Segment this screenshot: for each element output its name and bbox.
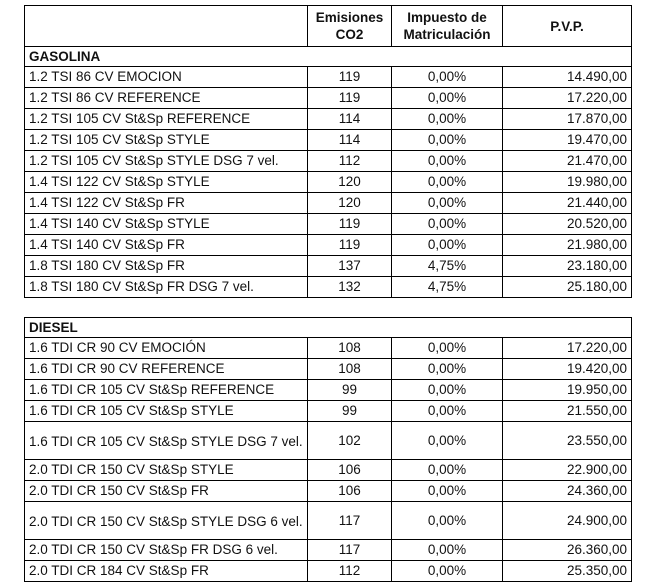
emisiones-cell: 119 xyxy=(308,88,392,109)
pvp-cell: 21.440,00 xyxy=(503,193,632,214)
emisiones-cell: 120 xyxy=(308,193,392,214)
emisiones-cell: 112 xyxy=(308,151,392,172)
model-cell: 1.6 TDI CR 105 CV St&Sp STYLE xyxy=(25,401,308,422)
pvp-cell: 17.220,00 xyxy=(503,88,632,109)
model-cell: 1.4 TSI 122 CV St&Sp STYLE xyxy=(25,172,308,193)
pvp-cell: 21.980,00 xyxy=(503,235,632,256)
pvp-cell: 14.490,00 xyxy=(503,67,632,88)
pvp-cell: 24.360,00 xyxy=(503,481,632,502)
diesel-price-table xyxy=(24,317,632,582)
table-row xyxy=(25,422,632,460)
emisiones-cell: 117 xyxy=(308,502,392,540)
model-cell: 1.2 TSI 105 CV St&Sp STYLE DSG 7 vel. xyxy=(25,151,308,172)
table-row xyxy=(25,502,632,540)
model-cell: 1.6 TDI CR 90 CV EMOCIÓN xyxy=(25,338,308,359)
model-cell: 1.6 TDI CR 90 CV REFERENCE xyxy=(25,359,308,380)
emisiones-cell: 106 xyxy=(308,460,392,481)
table-row xyxy=(25,277,632,298)
pvp-cell: 20.520,00 xyxy=(503,214,632,235)
emisiones-cell: 117 xyxy=(308,540,392,561)
pvp-cell: 25.350,00 xyxy=(503,561,632,582)
table-row xyxy=(25,130,632,151)
table-row xyxy=(25,235,632,256)
impuesto-cell: 0,00% xyxy=(392,235,503,256)
impuesto-cell: 0,00% xyxy=(392,214,503,235)
table-row xyxy=(25,540,632,561)
impuesto-cell: 0,00% xyxy=(392,401,503,422)
impuesto-cell: 0,00% xyxy=(392,151,503,172)
impuesto-cell: 0,00% xyxy=(392,502,503,540)
model-cell: 1.2 TSI 105 CV St&Sp STYLE xyxy=(25,130,308,151)
impuesto-cell: 0,00% xyxy=(392,109,503,130)
emisiones-cell: 108 xyxy=(308,338,392,359)
section-row xyxy=(25,318,632,338)
model-cell: 1.6 TDI CR 105 CV St&Sp REFERENCE xyxy=(25,380,308,401)
impuesto-cell: 0,00% xyxy=(392,88,503,109)
pvp-cell: 23.550,00 xyxy=(503,422,632,460)
model-cell: 1.4 TSI 140 CV St&Sp FR xyxy=(25,235,308,256)
model-cell: 1.2 TSI 86 CV REFERENCE xyxy=(25,88,308,109)
model-cell: 1.8 TSI 180 CV St&Sp FR DSG 7 vel. xyxy=(25,277,308,298)
table-row xyxy=(25,151,632,172)
emisiones-cell: 119 xyxy=(308,235,392,256)
table-row xyxy=(25,561,632,582)
model-cell: 1.4 TSI 140 CV St&Sp STYLE xyxy=(25,214,308,235)
impuesto-cell: 4,75% xyxy=(392,277,503,298)
impuesto-cell: 4,75% xyxy=(392,256,503,277)
pvp-cell: 23.180,00 xyxy=(503,256,632,277)
table-row xyxy=(25,172,632,193)
pvp-cell: 26.360,00 xyxy=(503,540,632,561)
emisiones-cell: 132 xyxy=(308,277,392,298)
emisiones-cell: 119 xyxy=(308,67,392,88)
pvp-cell: 19.950,00 xyxy=(503,380,632,401)
pvp-cell: 19.980,00 xyxy=(503,172,632,193)
section-row xyxy=(25,47,632,67)
impuesto-cell: 0,00% xyxy=(392,338,503,359)
pvp-cell: 25.180,00 xyxy=(503,277,632,298)
model-cell: 1.4 TSI 122 CV St&Sp FR xyxy=(25,193,308,214)
pvp-cell: 21.470,00 xyxy=(503,151,632,172)
table-row xyxy=(25,481,632,502)
pvp-cell: 24.900,00 xyxy=(503,502,632,540)
model-cell: 1.8 TSI 180 CV St&Sp FR xyxy=(25,256,308,277)
pvp-cell: 19.420,00 xyxy=(503,359,632,380)
emisiones-cell: 106 xyxy=(308,481,392,502)
impuesto-cell: 0,00% xyxy=(392,67,503,88)
emisiones-cell: 102 xyxy=(308,422,392,460)
table-row xyxy=(25,193,632,214)
section-title-diesel: DIESEL xyxy=(25,318,632,338)
emisiones-cell: 114 xyxy=(308,109,392,130)
pvp-cell: 17.870,00 xyxy=(503,109,632,130)
table-row xyxy=(25,88,632,109)
impuesto-cell: 0,00% xyxy=(392,422,503,460)
table-row xyxy=(25,359,632,380)
emisiones-cell: 119 xyxy=(308,214,392,235)
section-title-gasolina: GASOLINA xyxy=(25,47,632,67)
model-cell: 2.0 TDI CR 150 CV St&Sp FR DSG 6 vel. xyxy=(25,540,308,561)
model-cell: 2.0 TDI CR 150 CV St&Sp STYLE xyxy=(25,460,308,481)
header-impuesto: Impuesto de Matriculación xyxy=(392,6,503,47)
table-row xyxy=(25,214,632,235)
header-emisiones: Emisiones CO2 xyxy=(308,6,392,47)
table-row xyxy=(25,67,632,88)
impuesto-cell: 0,00% xyxy=(392,193,503,214)
table-row xyxy=(25,460,632,481)
pvp-cell: 22.900,00 xyxy=(503,460,632,481)
impuesto-cell: 0,00% xyxy=(392,380,503,401)
table-row xyxy=(25,338,632,359)
table-row xyxy=(25,401,632,422)
model-cell: 2.0 TDI CR 150 CV St&Sp FR xyxy=(25,481,308,502)
emisiones-cell: 99 xyxy=(308,380,392,401)
table-row xyxy=(25,256,632,277)
emisiones-cell: 120 xyxy=(308,172,392,193)
impuesto-cell: 0,00% xyxy=(392,359,503,380)
pvp-cell: 19.470,00 xyxy=(503,130,632,151)
header-pvp: P.V.P. xyxy=(503,6,632,47)
impuesto-cell: 0,00% xyxy=(392,130,503,151)
table-row xyxy=(25,109,632,130)
emisiones-cell: 112 xyxy=(308,561,392,582)
impuesto-cell: 0,00% xyxy=(392,460,503,481)
model-cell: 1.6 TDI CR 105 CV St&Sp STYLE DSG 7 vel. xyxy=(25,422,308,460)
emisiones-cell: 108 xyxy=(308,359,392,380)
emisiones-cell: 114 xyxy=(308,130,392,151)
model-cell: 1.2 TSI 86 CV EMOCION xyxy=(25,67,308,88)
impuesto-cell: 0,00% xyxy=(392,481,503,502)
pvp-cell: 21.550,00 xyxy=(503,401,632,422)
emisiones-cell: 99 xyxy=(308,401,392,422)
emisiones-cell: 137 xyxy=(308,256,392,277)
table-row xyxy=(25,380,632,401)
impuesto-cell: 0,00% xyxy=(392,540,503,561)
header-row xyxy=(25,6,632,47)
gasolina-price-table xyxy=(24,5,632,298)
header-model-blank xyxy=(25,6,308,47)
model-cell: 2.0 TDI CR 184 CV St&Sp FR xyxy=(25,561,308,582)
impuesto-cell: 0,00% xyxy=(392,172,503,193)
pvp-cell: 17.220,00 xyxy=(503,338,632,359)
model-cell: 1.2 TSI 105 CV St&Sp REFERENCE xyxy=(25,109,308,130)
impuesto-cell: 0,00% xyxy=(392,561,503,582)
model-cell: 2.0 TDI CR 150 CV St&Sp STYLE DSG 6 vel. xyxy=(25,502,308,540)
